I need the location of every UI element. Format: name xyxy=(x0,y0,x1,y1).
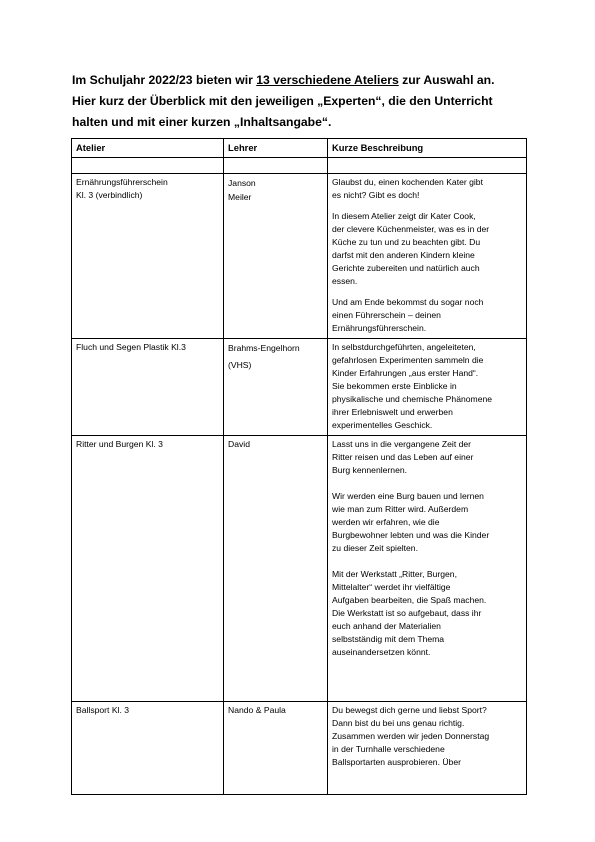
beschreibung-line: Glaubst du, einen kochenden Kater gibt xyxy=(332,177,483,187)
lehrer-cell xyxy=(224,174,328,339)
beschreibung-line: es nicht? Gibt es doch! xyxy=(332,190,420,200)
intro-line-1-end: zur Auswahl an. xyxy=(398,73,495,87)
lehrer-cell xyxy=(224,702,328,795)
beschreibung-paragraph xyxy=(332,210,522,288)
beschreibung-line: darfst mit den anderen Kindern kleine xyxy=(332,250,475,260)
beschreibung-cell xyxy=(328,702,527,795)
cell-spacer xyxy=(332,672,522,698)
beschreibung-paragraph xyxy=(332,341,522,432)
lehrer-cell xyxy=(224,436,328,702)
atelier-cell xyxy=(72,436,224,702)
intro-line-2: Hier kurz der Überblick mit den jeweiligen „Experten“, die den Unterricht xyxy=(72,94,493,108)
beschreibung-line: Ballsportarten ausprobieren. Über xyxy=(332,757,461,767)
beschreibung-line: Mittelalter“ werdet ihr vielfältige xyxy=(332,582,451,592)
atelier-table xyxy=(71,138,527,795)
beschreibung-line: essen. xyxy=(332,276,358,286)
beschreibung-line: Ritter reisen und das Leben auf einer xyxy=(332,452,474,462)
header-lehrer: Lehrer xyxy=(224,139,328,158)
beschreibung-line: euch anhand der Materialien xyxy=(332,621,441,631)
beschreibung-line: Lasst uns in die vergangene Zeit der xyxy=(332,439,472,449)
beschreibung-line: experimentelles Geschick. xyxy=(332,420,433,430)
beschreibung-line: werden wir erfahren, wie die xyxy=(332,517,440,527)
atelier-cell-line: Ballsport Kl. 3 xyxy=(76,705,130,715)
table-row xyxy=(72,702,527,795)
beschreibung-paragraph xyxy=(332,568,522,659)
beschreibung-paragraph xyxy=(332,490,522,555)
table-header-row xyxy=(72,139,527,158)
beschreibung-paragraph xyxy=(332,296,522,335)
atelier-cell-line: Ritter und Burgen Kl. 3 xyxy=(76,439,163,449)
beschreibung-line: Du bewegst dich gerne und liebst Sport? xyxy=(332,705,487,715)
beschreibung-line: gefahrlosen Experimenten sammeln die xyxy=(332,355,484,365)
beschreibung-line: ihrer Erlebniswelt und erwerben xyxy=(332,407,453,417)
beschreibung-line: Und am Ende bekommst du sogar noch xyxy=(332,297,484,307)
cell-spacer xyxy=(332,777,522,791)
beschreibung-line: Burgbewohner lebten und was die Kinder xyxy=(332,530,490,540)
beschreibung-line: einen Führerschein – deinen xyxy=(332,310,441,320)
atelier-cell xyxy=(72,702,224,795)
beschreibung-line: wie man zum Ritter wird. Außerdem xyxy=(332,504,469,514)
beschreibung-line: in der Turnhalle verschiedene xyxy=(332,744,445,754)
intro-line-1 xyxy=(72,70,542,91)
beschreibung-cell xyxy=(328,174,527,339)
beschreibung-line: Zusammen werden wir jeden Donnerstag xyxy=(332,731,490,741)
empty-cell xyxy=(72,158,224,174)
atelier-cell-line: Kl. 3 (verbindlich) xyxy=(76,190,143,200)
empty-cell xyxy=(328,158,527,174)
atelier-cell xyxy=(72,339,224,436)
beschreibung-line: Dann bist du bei uns genau richtig. xyxy=(332,718,465,728)
intro-text xyxy=(72,70,542,133)
header-beschreibung: Kurze Beschreibung xyxy=(328,139,527,158)
table-row xyxy=(72,436,527,702)
beschreibung-cell xyxy=(328,339,527,436)
header-atelier: Atelier xyxy=(72,139,224,158)
lehrer-cell-line: David xyxy=(228,439,250,449)
beschreibung-paragraph xyxy=(332,176,522,202)
atelier-cell xyxy=(72,174,224,339)
empty-row xyxy=(72,158,527,174)
beschreibung-line: Aufgaben bearbeiten, die Spaß machen. xyxy=(332,595,487,605)
table-row xyxy=(72,174,527,339)
beschreibung-line: auseinandersetzen könnt. xyxy=(332,647,431,657)
atelier-count: 13 verschiedene Ateliers xyxy=(256,73,399,87)
lehrer-cell-line: (VHS) xyxy=(228,360,252,370)
empty-cell xyxy=(224,158,328,174)
beschreibung-line: der clevere Küchenmeister, was es in der xyxy=(332,224,490,234)
intro-line-3: halten und mit einer kurzen „Inhaltsangabe“. xyxy=(72,115,332,129)
beschreibung-line: Gerichte zubereiten und natürlich auch xyxy=(332,263,480,273)
beschreibung-line: Kinder Erfahrungen „aus erster Hand“. xyxy=(332,368,479,378)
beschreibung-paragraph xyxy=(332,438,522,477)
beschreibung-line: Die Werkstatt ist so aufgebaut, dass ihr xyxy=(332,608,482,618)
beschreibung-line: Ernährungsführerschein. xyxy=(332,323,427,333)
beschreibung-line: Küche zu tun und zu beachten gibt. Du xyxy=(332,237,481,247)
table-row xyxy=(72,339,527,436)
beschreibung-line: physikalische und chemische Phänomene xyxy=(332,394,493,404)
beschreibung-line: In diesem Atelier zeigt dir Kater Cook, xyxy=(332,211,476,221)
beschreibung-line: Burg kennenlernen. xyxy=(332,465,408,475)
atelier-cell-line: Ernährungsführerschein xyxy=(76,177,168,187)
lehrer-cell-line: Nando & Paula xyxy=(228,705,286,715)
beschreibung-line: Mit der Werkstatt „Ritter, Burgen, xyxy=(332,569,457,579)
atelier-cell-line: Fluch und Segen Plastik Kl.3 xyxy=(76,342,186,352)
beschreibung-cell xyxy=(328,436,527,702)
lehrer-cell-line: Meiler xyxy=(228,192,252,202)
lehrer-cell xyxy=(224,339,328,436)
beschreibung-line: zu dieser Zeit spielten. xyxy=(332,543,418,553)
lehrer-cell-line: Janson xyxy=(228,178,256,188)
lehrer-cell-line: Brahms-Engelhorn xyxy=(228,343,300,353)
beschreibung-line: In selbstdurchgeführten, angeleiteten, xyxy=(332,342,476,352)
beschreibung-line: Sie bekommen erste Einblicke in xyxy=(332,381,457,391)
beschreibung-line: Wir werden eine Burg bauen und lernen xyxy=(332,491,484,501)
intro-line-1-start: Im Schuljahr 2022/23 bieten wir xyxy=(72,73,257,87)
beschreibung-line: selbstständig mit dem Thema xyxy=(332,634,445,644)
beschreibung-paragraph xyxy=(332,704,522,769)
